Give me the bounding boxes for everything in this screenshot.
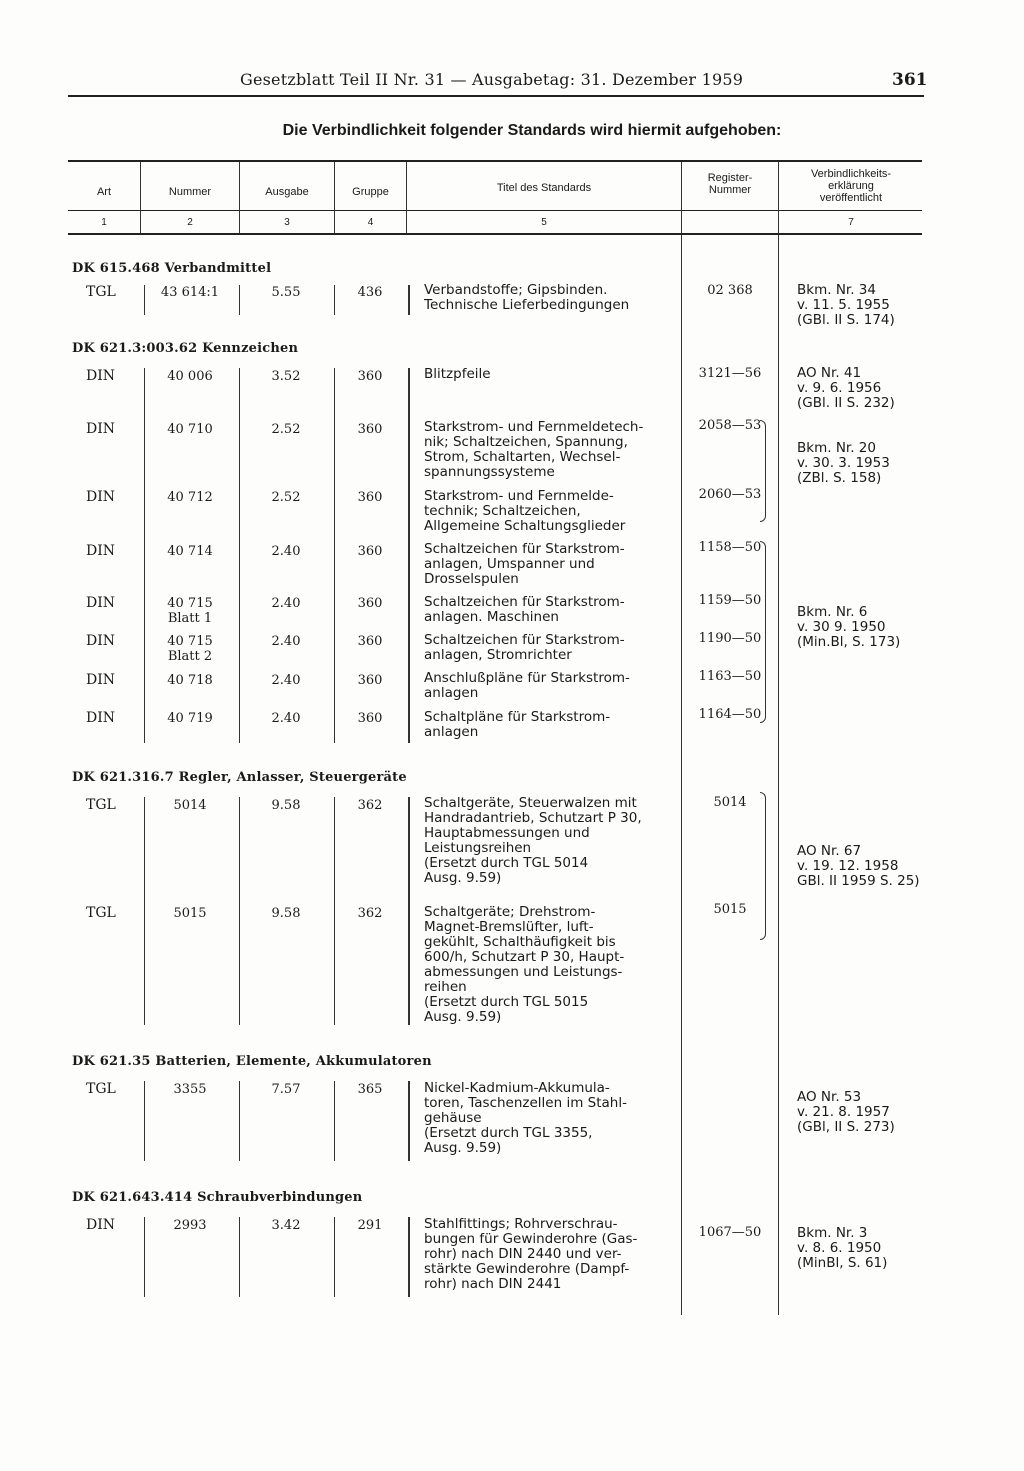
cell-ausgabe: 9.58 xyxy=(271,798,301,813)
cell-publication: Bkm. Nr. 3 v. 8. 6. 1950 (MinBl, S. 61) xyxy=(797,1225,888,1271)
cell-art: DIN xyxy=(86,368,116,384)
section-heading: DK 621.35 Batterien, Elemente, Akkumulatoren xyxy=(72,1054,432,1069)
cell-gruppe: 360 xyxy=(357,544,383,559)
cell-titel: Starkstrom- und Fernmeldetech- nik; Schaltzeichen, Spannung, Strom, Schaltarten, Wechsel- spannungssysteme xyxy=(424,419,644,480)
table-caption: Die Verbindlichkeit folgender Standards wird hiermit aufgehoben: xyxy=(282,122,782,139)
cell-ausgabe: 9.58 xyxy=(271,906,301,921)
cell-divider xyxy=(334,1217,335,1297)
cell-nummer: 43 614:1 xyxy=(160,285,220,300)
header-divider xyxy=(681,162,682,233)
cell-gruppe: 360 xyxy=(357,673,383,688)
cell-nummer: 40 712 xyxy=(167,490,213,505)
cell-gruppe: 360 xyxy=(357,634,383,649)
column-header-art: Art xyxy=(96,186,112,198)
cell-gruppe: 360 xyxy=(357,490,383,505)
column-number: 5 xyxy=(541,217,547,228)
column-header-publication: Verbindlichkeits- erklärung veröffentlicht xyxy=(810,168,892,204)
cell-nummer: 3355 xyxy=(173,1082,207,1097)
running-head: Gesetzblatt Teil II Nr. 31 — Ausgabetag: 31. Dezember 1959 xyxy=(240,70,744,89)
cell-divider xyxy=(144,285,145,315)
cell-art: DIN xyxy=(86,543,116,559)
cell-gruppe: 291 xyxy=(357,1218,383,1233)
cell-gruppe: 360 xyxy=(357,369,383,384)
cell-register: 1190—50 xyxy=(698,631,762,646)
column-header-register: Register- Nummer xyxy=(707,172,753,196)
column-number: 4 xyxy=(367,217,374,228)
cell-publication: AO Nr. 41 v. 9. 6. 1956 (GBl. II S. 232) xyxy=(797,365,895,411)
cell-titel: Blitzpfeile xyxy=(424,366,491,382)
section-heading: DK 621.316.7 Regler, Anlasser, Steuergeräte xyxy=(72,770,407,785)
cell-titel: Anschlußpläne für Starkstrom- anlagen xyxy=(424,670,630,701)
cell-publication: Bkm. Nr. 20 v. 30. 3. 1953 (ZBl. S. 158) xyxy=(797,440,890,486)
cell-nummer: 40 715 Blatt 1 xyxy=(167,596,213,626)
column-number: 1 xyxy=(101,217,107,228)
cell-divider xyxy=(334,368,335,743)
cell-nummer: 40 714 xyxy=(167,544,213,559)
column-header-gruppe: Gruppe xyxy=(352,186,389,198)
cell-divider xyxy=(334,285,335,315)
cell-divider xyxy=(144,1217,145,1297)
cell-gruppe: 365 xyxy=(357,1082,383,1097)
cell-divider xyxy=(239,368,240,743)
cell-register: 1164—50 xyxy=(698,707,762,722)
cell-art: DIN xyxy=(86,710,116,726)
cell-divider xyxy=(239,285,240,315)
cell-divider xyxy=(334,1081,335,1161)
cell-divider xyxy=(408,285,410,315)
cell-divider xyxy=(408,1217,410,1297)
cell-nummer: 5014 xyxy=(173,798,207,813)
cell-nummer: 40 006 xyxy=(167,369,213,384)
cell-nummer: 5015 xyxy=(173,906,207,921)
header-divider xyxy=(334,162,335,233)
cell-register: 2060—53 xyxy=(698,487,762,502)
page-number: 361 xyxy=(892,70,928,90)
cell-art: DIN xyxy=(86,595,116,611)
cell-register: 02 368 xyxy=(707,283,753,298)
cell-ausgabe: 7.57 xyxy=(271,1082,301,1097)
cell-gruppe: 362 xyxy=(357,906,383,921)
cell-divider xyxy=(144,1081,145,1161)
cell-register: 1159—50 xyxy=(698,593,762,608)
cell-register: 1163—50 xyxy=(698,669,762,684)
cell-gruppe: 360 xyxy=(357,422,383,437)
header-divider xyxy=(778,162,779,233)
cell-gruppe: 360 xyxy=(357,711,383,726)
cell-ausgabe: 2.40 xyxy=(271,634,301,649)
cell-publication: Bkm. Nr. 34 v. 11. 5. 1955 (GBl. II S. 174) xyxy=(797,282,895,328)
cell-register: 1158—50 xyxy=(698,540,762,555)
section-heading: DK 615.468 Verbandmittel xyxy=(72,261,272,276)
cell-divider xyxy=(408,368,410,743)
header-divider xyxy=(239,162,240,233)
cell-register: 5014 xyxy=(713,795,747,810)
header-separator-rule xyxy=(68,210,922,211)
body-divider-publication xyxy=(778,235,779,1315)
cell-gruppe: 436 xyxy=(357,285,383,300)
cell-divider xyxy=(239,797,240,1025)
cell-publication: AO Nr. 67 v. 19. 12. 1958 GBl. II 1959 S. 25) xyxy=(797,843,920,889)
column-number: 2 xyxy=(187,217,193,228)
grouping-brace xyxy=(760,541,766,723)
cell-register: 1067—50 xyxy=(698,1225,762,1240)
header-bottom-rule xyxy=(68,233,922,235)
cell-titel: Schaltgeräte; Drehstrom- Magnet-Bremslüfter, luft- gekühlt, Schalthäufigkeit bis 600/h, Schutzart P 30, Haupt- abmessungen und Leistungs- reihen (Ersetzt durch TGL 5015 Ausg. 9.59) xyxy=(424,904,625,1025)
cell-art: DIN xyxy=(86,672,116,688)
cell-nummer: 40 710 xyxy=(167,422,213,437)
cell-ausgabe: 3.52 xyxy=(271,369,301,384)
cell-ausgabe: 3.42 xyxy=(271,1218,301,1233)
cell-divider xyxy=(334,797,335,1025)
cell-titel: Schaltzeichen für Starkstrom- anlagen, Umspanner und Drosselspulen xyxy=(424,541,625,587)
cell-register: 2058—53 xyxy=(698,418,762,433)
cell-ausgabe: 2.52 xyxy=(271,422,301,437)
cell-gruppe: 362 xyxy=(357,798,383,813)
cell-nummer: 40 715 Blatt 2 xyxy=(167,634,213,664)
column-number: 7 xyxy=(848,217,854,228)
cell-titel: Nickel-Kadmium-Akkumula- toren, Taschenzellen im Stahl- gehäuse (Ersetzt durch TGL 3355, Ausg. 9.59) xyxy=(424,1080,627,1156)
cell-art: DIN xyxy=(86,489,116,505)
cell-ausgabe: 2.40 xyxy=(271,596,301,611)
cell-art: TGL xyxy=(86,284,116,300)
grouping-brace xyxy=(760,792,766,940)
cell-ausgabe: 2.52 xyxy=(271,490,301,505)
cell-divider xyxy=(144,797,145,1025)
section-heading: DK 621.3:003.62 Kennzeichen xyxy=(72,341,299,356)
column-header-titel: Titel des Standards xyxy=(496,182,592,194)
column-header-ausgabe: Ausgabe xyxy=(265,186,309,198)
cell-titel: Schaltzeichen für Starkstrom- anlagen. Maschinen xyxy=(424,594,625,625)
cell-register: 5015 xyxy=(713,902,747,917)
cell-titel: Schaltzeichen für Starkstrom- anlagen, Stromrichter xyxy=(424,632,625,663)
cell-publication: Bkm. Nr. 6 v. 30 9. 1950 (Min.Bl, S. 173) xyxy=(797,604,901,650)
cell-nummer: 40 718 xyxy=(167,673,213,688)
cell-register: 3121—56 xyxy=(698,366,762,381)
column-number: 3 xyxy=(284,217,290,228)
cell-divider xyxy=(408,797,410,1025)
cell-titel: Schaltgeräte, Steuerwalzen mit Handradantrieb, Schutzart P 30, Hauptabmessungen und Leistungsreihen (Ersetzt durch TGL 5014 Ausg. 9.59) xyxy=(424,795,642,886)
cell-art: TGL xyxy=(86,797,116,813)
cell-ausgabe: 2.40 xyxy=(271,673,301,688)
header-divider xyxy=(406,162,407,233)
cell-divider xyxy=(239,1217,240,1297)
grouping-brace xyxy=(760,420,766,522)
cell-art: DIN xyxy=(86,1217,116,1233)
cell-gruppe: 360 xyxy=(357,596,383,611)
cell-art: TGL xyxy=(86,1081,116,1097)
section-heading: DK 621.643.414 Schraubverbindungen xyxy=(72,1190,363,1205)
cell-art: DIN xyxy=(86,633,116,649)
cell-nummer: 40 719 xyxy=(167,711,213,726)
header-rule xyxy=(68,95,924,97)
cell-divider xyxy=(239,1081,240,1161)
cell-art: TGL xyxy=(86,905,116,921)
cell-titel: Verbandstoffe; Gipsbinden. Technische Lieferbedingungen xyxy=(424,282,630,313)
column-header-nummer: Nummer xyxy=(168,186,212,198)
header-divider xyxy=(140,162,141,233)
cell-divider xyxy=(144,368,145,743)
cell-titel: Schaltpläne für Starkstrom- anlagen xyxy=(424,709,611,740)
cell-divider xyxy=(408,1081,410,1161)
table-top-rule xyxy=(68,160,922,162)
cell-ausgabe: 2.40 xyxy=(271,711,301,726)
cell-publication: AO Nr. 53 v. 21. 8. 1957 (GBl, II S. 273) xyxy=(797,1089,895,1135)
cell-titel: Stahlfittings; Rohrverschrau- bungen für Gewinderohre (Gas- rohr) nach DIN 2440 und ver- stärkte Gewinderohre (Dampf- rohr) nach DIN 2441 xyxy=(424,1216,638,1292)
body-divider-register xyxy=(681,235,682,1315)
cell-nummer: 2993 xyxy=(173,1218,207,1233)
cell-ausgabe: 2.40 xyxy=(271,544,301,559)
cell-art: DIN xyxy=(86,421,116,437)
cell-ausgabe: 5.55 xyxy=(271,285,301,300)
cell-titel: Starkstrom- und Fernmelde- technik; Schaltzeichen, Allgemeine Schaltungsglieder xyxy=(424,488,626,534)
